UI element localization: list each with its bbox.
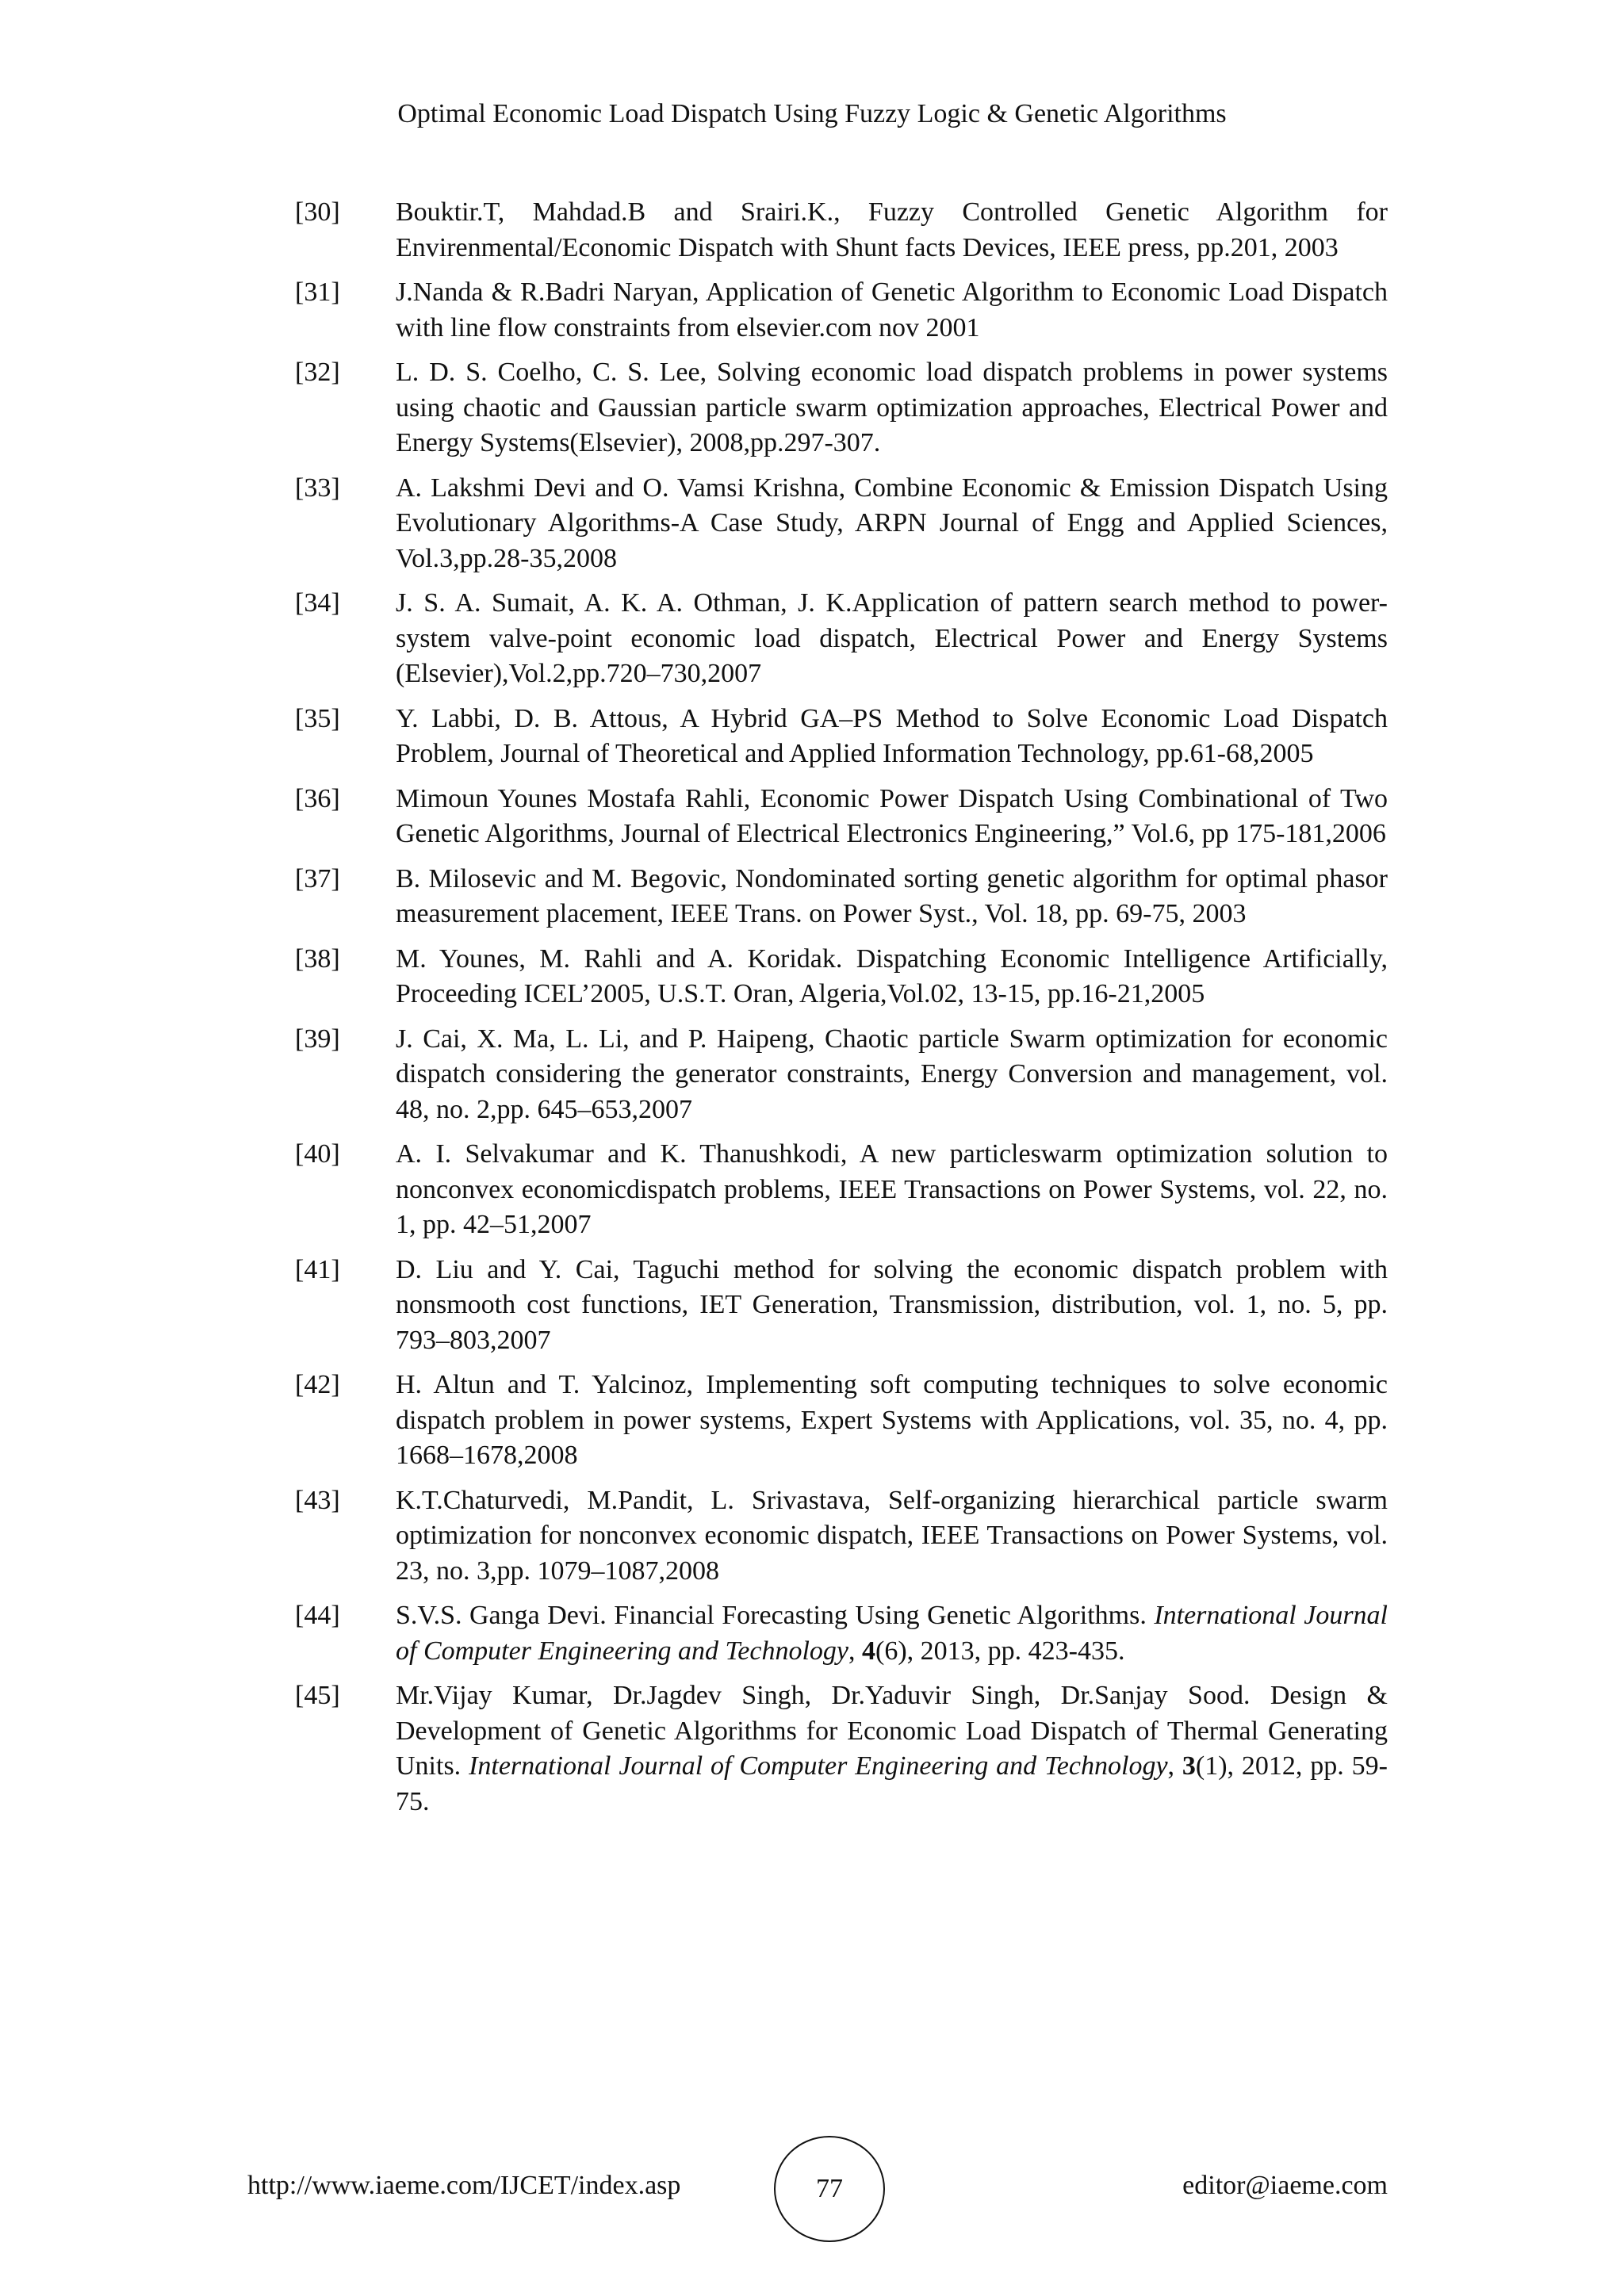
reference-text <box>396 586 1388 692</box>
reference-number: [41] <box>295 1254 340 1284</box>
reference-text <box>396 942 1388 1012</box>
reference-journal: International Journal of Computer Engineering and Technology <box>396 1601 1388 1666</box>
reference-number: [34] <box>295 588 340 618</box>
page-number: 77 <box>816 2174 843 2203</box>
reference-item <box>295 1368 1388 1474</box>
reference-number: [39] <box>295 1024 340 1054</box>
reference-number: [32] <box>295 358 340 387</box>
reference-text <box>396 1368 1388 1474</box>
reference-segment: , <box>1167 1751 1182 1781</box>
reference-text <box>396 862 1388 932</box>
reference-list <box>295 195 1388 1829</box>
reference-text <box>396 355 1388 461</box>
reference-text <box>396 782 1388 852</box>
page-number-circle <box>774 2136 885 2242</box>
reference-text <box>396 1483 1388 1590</box>
reference-segment: A. I. Selvakumar and K. Thanushkodi, A new particleswarm optimization solution to nonconvex economicdispatch problems, IEEE Transactions on Power Systems, vol. 22, no. 1, pp. 42–51,2007 <box>396 1139 1388 1239</box>
reference-item <box>295 1598 1388 1669</box>
reference-item <box>295 1678 1388 1820</box>
reference-item <box>295 862 1388 932</box>
reference-text <box>396 1598 1388 1669</box>
reference-number: [42] <box>295 1370 340 1399</box>
reference-item <box>295 1137 1388 1243</box>
running-header: Optimal Economic Load Dispatch Using Fuzzy Logic & Genetic Algorithms <box>397 99 1227 128</box>
reference-segment: J. S. A. Sumait, A. K. A. Othman, J. K.Application of pattern search method to power-system valve-point economic load dispatch, Electrical Power and Energy Systems (Elsevier),Vol.2,pp.720–730,2007 <box>396 588 1388 688</box>
reference-item <box>295 1483 1388 1590</box>
reference-journal: International Journal of Computer Engineering and Technology <box>469 1751 1168 1781</box>
reference-segment: D. Liu and Y. Cai, Taguchi method for solving the economic dispatch problem with nonsmooth cost functions, IET Generation, Transmission, distribution, vol. 1, no. 5, pp. 793–803,2007 <box>396 1254 1388 1355</box>
reference-text <box>396 275 1388 346</box>
reference-item <box>295 195 1388 266</box>
reference-number: [45] <box>295 1681 340 1710</box>
reference-number: [44] <box>295 1601 340 1630</box>
reference-segment: (6), 2013, pp. 423-435. <box>875 1636 1125 1666</box>
reference-text <box>396 702 1388 772</box>
reference-item <box>295 275 1388 346</box>
reference-number: [36] <box>295 783 340 813</box>
reference-number: [43] <box>295 1485 340 1515</box>
reference-volume: 3 <box>1182 1751 1196 1781</box>
reference-text <box>396 1022 1388 1128</box>
reference-item <box>295 471 1388 577</box>
footer-url[interactable]: http://www.iaeme.com/IJCET/index.asp <box>247 2171 681 2200</box>
reference-number: [33] <box>295 473 340 503</box>
reference-text <box>396 471 1388 577</box>
reference-text <box>396 195 1388 266</box>
reference-item <box>295 1022 1388 1128</box>
reference-number: [38] <box>295 943 340 974</box>
reference-segment: Y. Labbi, D. B. Attous, A Hybrid GA–PS Method to Solve Economic Load Dispatch Problem, Journal of Theoretical and Applied Information Technology, pp.61-68,2005 <box>396 703 1388 768</box>
reference-segment: J.Nanda & R.Badri Naryan, Application of Genetic Algorithm to Economic Load Dispatch with line flow constraints from elsevier.com nov 2001 <box>396 277 1388 342</box>
reference-number: [30] <box>295 197 340 227</box>
reference-segment: M. Younes, M. Rahli and A. Koridak. Dispatching Economic Intelligence Artificially, Proceeding ICEL’2005, U.S.T. Oran, Algeria,Vol.02, 13-15, pp.16-21,2005 <box>396 943 1388 1008</box>
reference-segment: A. Lakshmi Devi and O. Vamsi Krishna, Combine Economic & Emission Dispatch Using Evolutionary Algorithms-A Case Study, ARPN Journal of Engg and Applied Sciences, Vol.3,pp.28-35,2008 <box>396 473 1388 573</box>
reference-segment: , <box>848 1636 863 1666</box>
reference-segment: B. Milosevic and M. Begovic, Nondominated sorting genetic algorithm for optimal phasor measurement placement, IEEE Trans. on Power Syst., Vol. 18, pp. 69-75, 2003 <box>396 863 1388 928</box>
reference-item <box>295 702 1388 772</box>
reference-number: [35] <box>295 703 340 733</box>
reference-segment: (1), 2012, pp. 59-75. <box>396 1751 1388 1816</box>
reference-text <box>396 1253 1388 1359</box>
reference-number: [40] <box>295 1139 340 1169</box>
reference-segment: Bouktir.T, Mahdad.B and Srairi.K., Fuzzy Controlled Genetic Algorithm for Envirenmental/Economic Dispatch with Shunt facts Devices, IEEE press, pp.201, 2003 <box>396 197 1388 262</box>
reference-volume: 4 <box>862 1636 876 1666</box>
reference-segment: S.V.S. Ganga Devi. Financial Forecasting Using Genetic Algorithms. <box>396 1601 1155 1630</box>
reference-number: [31] <box>295 277 340 307</box>
reference-segment: L. D. S. Coelho, C. S. Lee, Solving economic load dispatch problems in power systems using chaotic and Gaussian particle swarm optimization approaches, Electrical Power and Energy Systems(Elsevier), 2008,pp.297-307. <box>396 358 1388 457</box>
reference-segment: H. Altun and T. Yalcinoz, Implementing soft computing techniques to solve economic dispatch problem in power systems, Expert Systems with Applications, vol. 35, no. 4, pp. 1668–1678,2008 <box>396 1370 1388 1470</box>
reference-segment: K.T.Chaturvedi, M.Pandit, L. Srivastava, Self-organizing hierarchical particle swarm optimization for nonconvex economic dispatch, IEEE Transactions on Power Systems, vol. 23, no. 3,pp. 1079–1087,2008 <box>396 1485 1388 1586</box>
reference-item <box>295 586 1388 692</box>
reference-item <box>295 1253 1388 1359</box>
reference-item <box>295 942 1388 1012</box>
reference-segment: J. Cai, X. Ma, L. Li, and P. Haipeng, Chaotic particle Swarm optimization for economic dispatch considering the generator constraints, Energy Conversion and management, vol. 48, no. 2,pp. 645–653,2007 <box>396 1024 1388 1124</box>
reference-text <box>396 1137 1388 1243</box>
reference-item <box>295 782 1388 852</box>
footer-email[interactable]: editor@iaeme.com <box>1182 2171 1388 2200</box>
reference-segment: Mimoun Younes Mostafa Rahli, Economic Power Dispatch Using Combinational of Two Genetic Algorithms, Journal of Electrical Electronics Engineering,” Vol.6, pp 175-181,2006 <box>396 783 1388 848</box>
reference-item <box>295 355 1388 461</box>
reference-text <box>396 1678 1388 1820</box>
reference-segment: Mr.Vijay Kumar, Dr.Jagdev Singh, Dr.Yaduvir Singh, Dr.Sanjay Sood. Design & Development of Genetic Algorithms for Economic Load Dispatch of Thermal Generating Units. <box>396 1681 1388 1781</box>
reference-number: [37] <box>295 863 340 894</box>
